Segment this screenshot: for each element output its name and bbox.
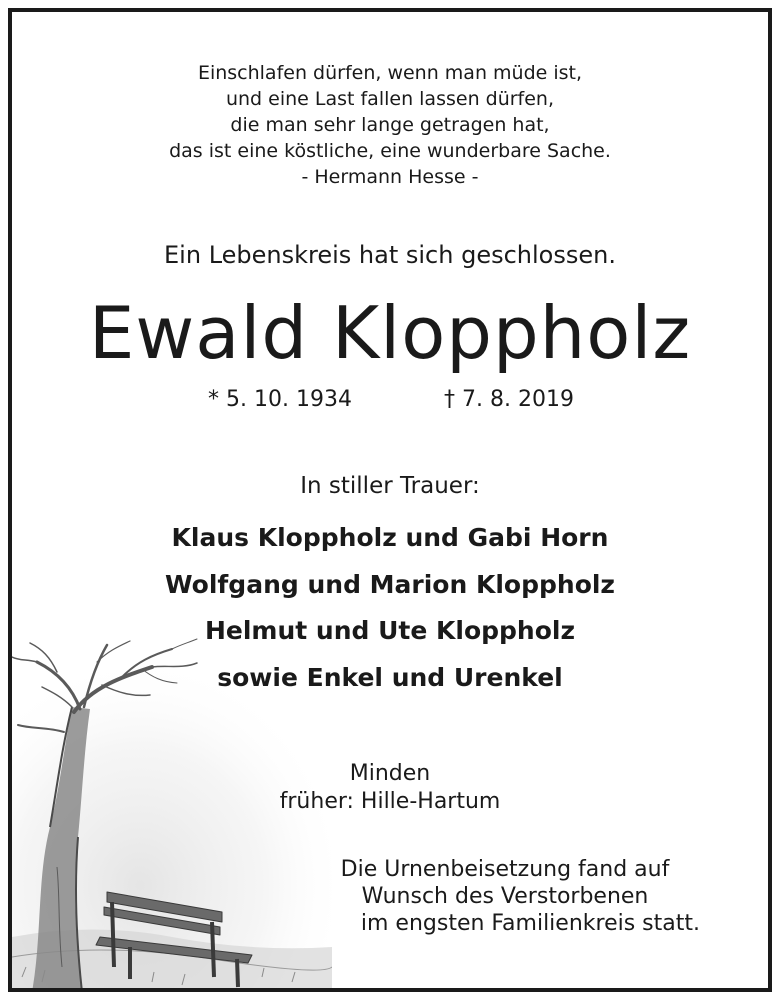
poem-line: die man sehr lange getragen hat,: [230, 114, 550, 136]
poem-line: und eine Last fallen lassen dürfen,: [225, 88, 555, 110]
death-date: † 7. 8. 2019: [444, 387, 574, 412]
city: Minden: [349, 761, 431, 786]
poem-line: Einschlafen dürfen, wenn man müde ist,: [197, 62, 583, 84]
burial-notice: [280, 856, 700, 937]
family-member: Wolfgang und Marion Kloppholz: [165, 569, 615, 599]
family-member: Helmut und Ute Kloppholz: [204, 616, 576, 645]
deceased-name: Ewald Kloppholz: [88, 291, 692, 375]
burial-line: Die Urnenbeisetzung fand auf: [340, 857, 670, 882]
former-place: früher: Hille-Hartum: [279, 789, 501, 814]
poem-quote: [12, 60, 768, 190]
family-member: Klaus Kloppholz und Gabi Horn: [171, 523, 609, 552]
burial-line: im engsten Familienkreis statt.: [360, 911, 700, 936]
poem-line: das ist eine köstliche, eine wunderbare Sache.: [169, 140, 611, 162]
mourning-label: In stiller Trauer:: [300, 473, 480, 499]
family-member: sowie Enkel und Urenkel: [217, 662, 563, 692]
obituary-frame: [8, 8, 772, 992]
burial-line: Wunsch des Verstorbenen: [361, 884, 649, 909]
poem-author: - Hermann Hesse -: [301, 166, 479, 188]
intro-text: Ein Lebenskreis hat sich geschlossen.: [164, 241, 616, 269]
place-info: [12, 760, 768, 816]
birth-date: * 5. 10. 1934: [208, 387, 352, 412]
family-list: [12, 515, 768, 701]
